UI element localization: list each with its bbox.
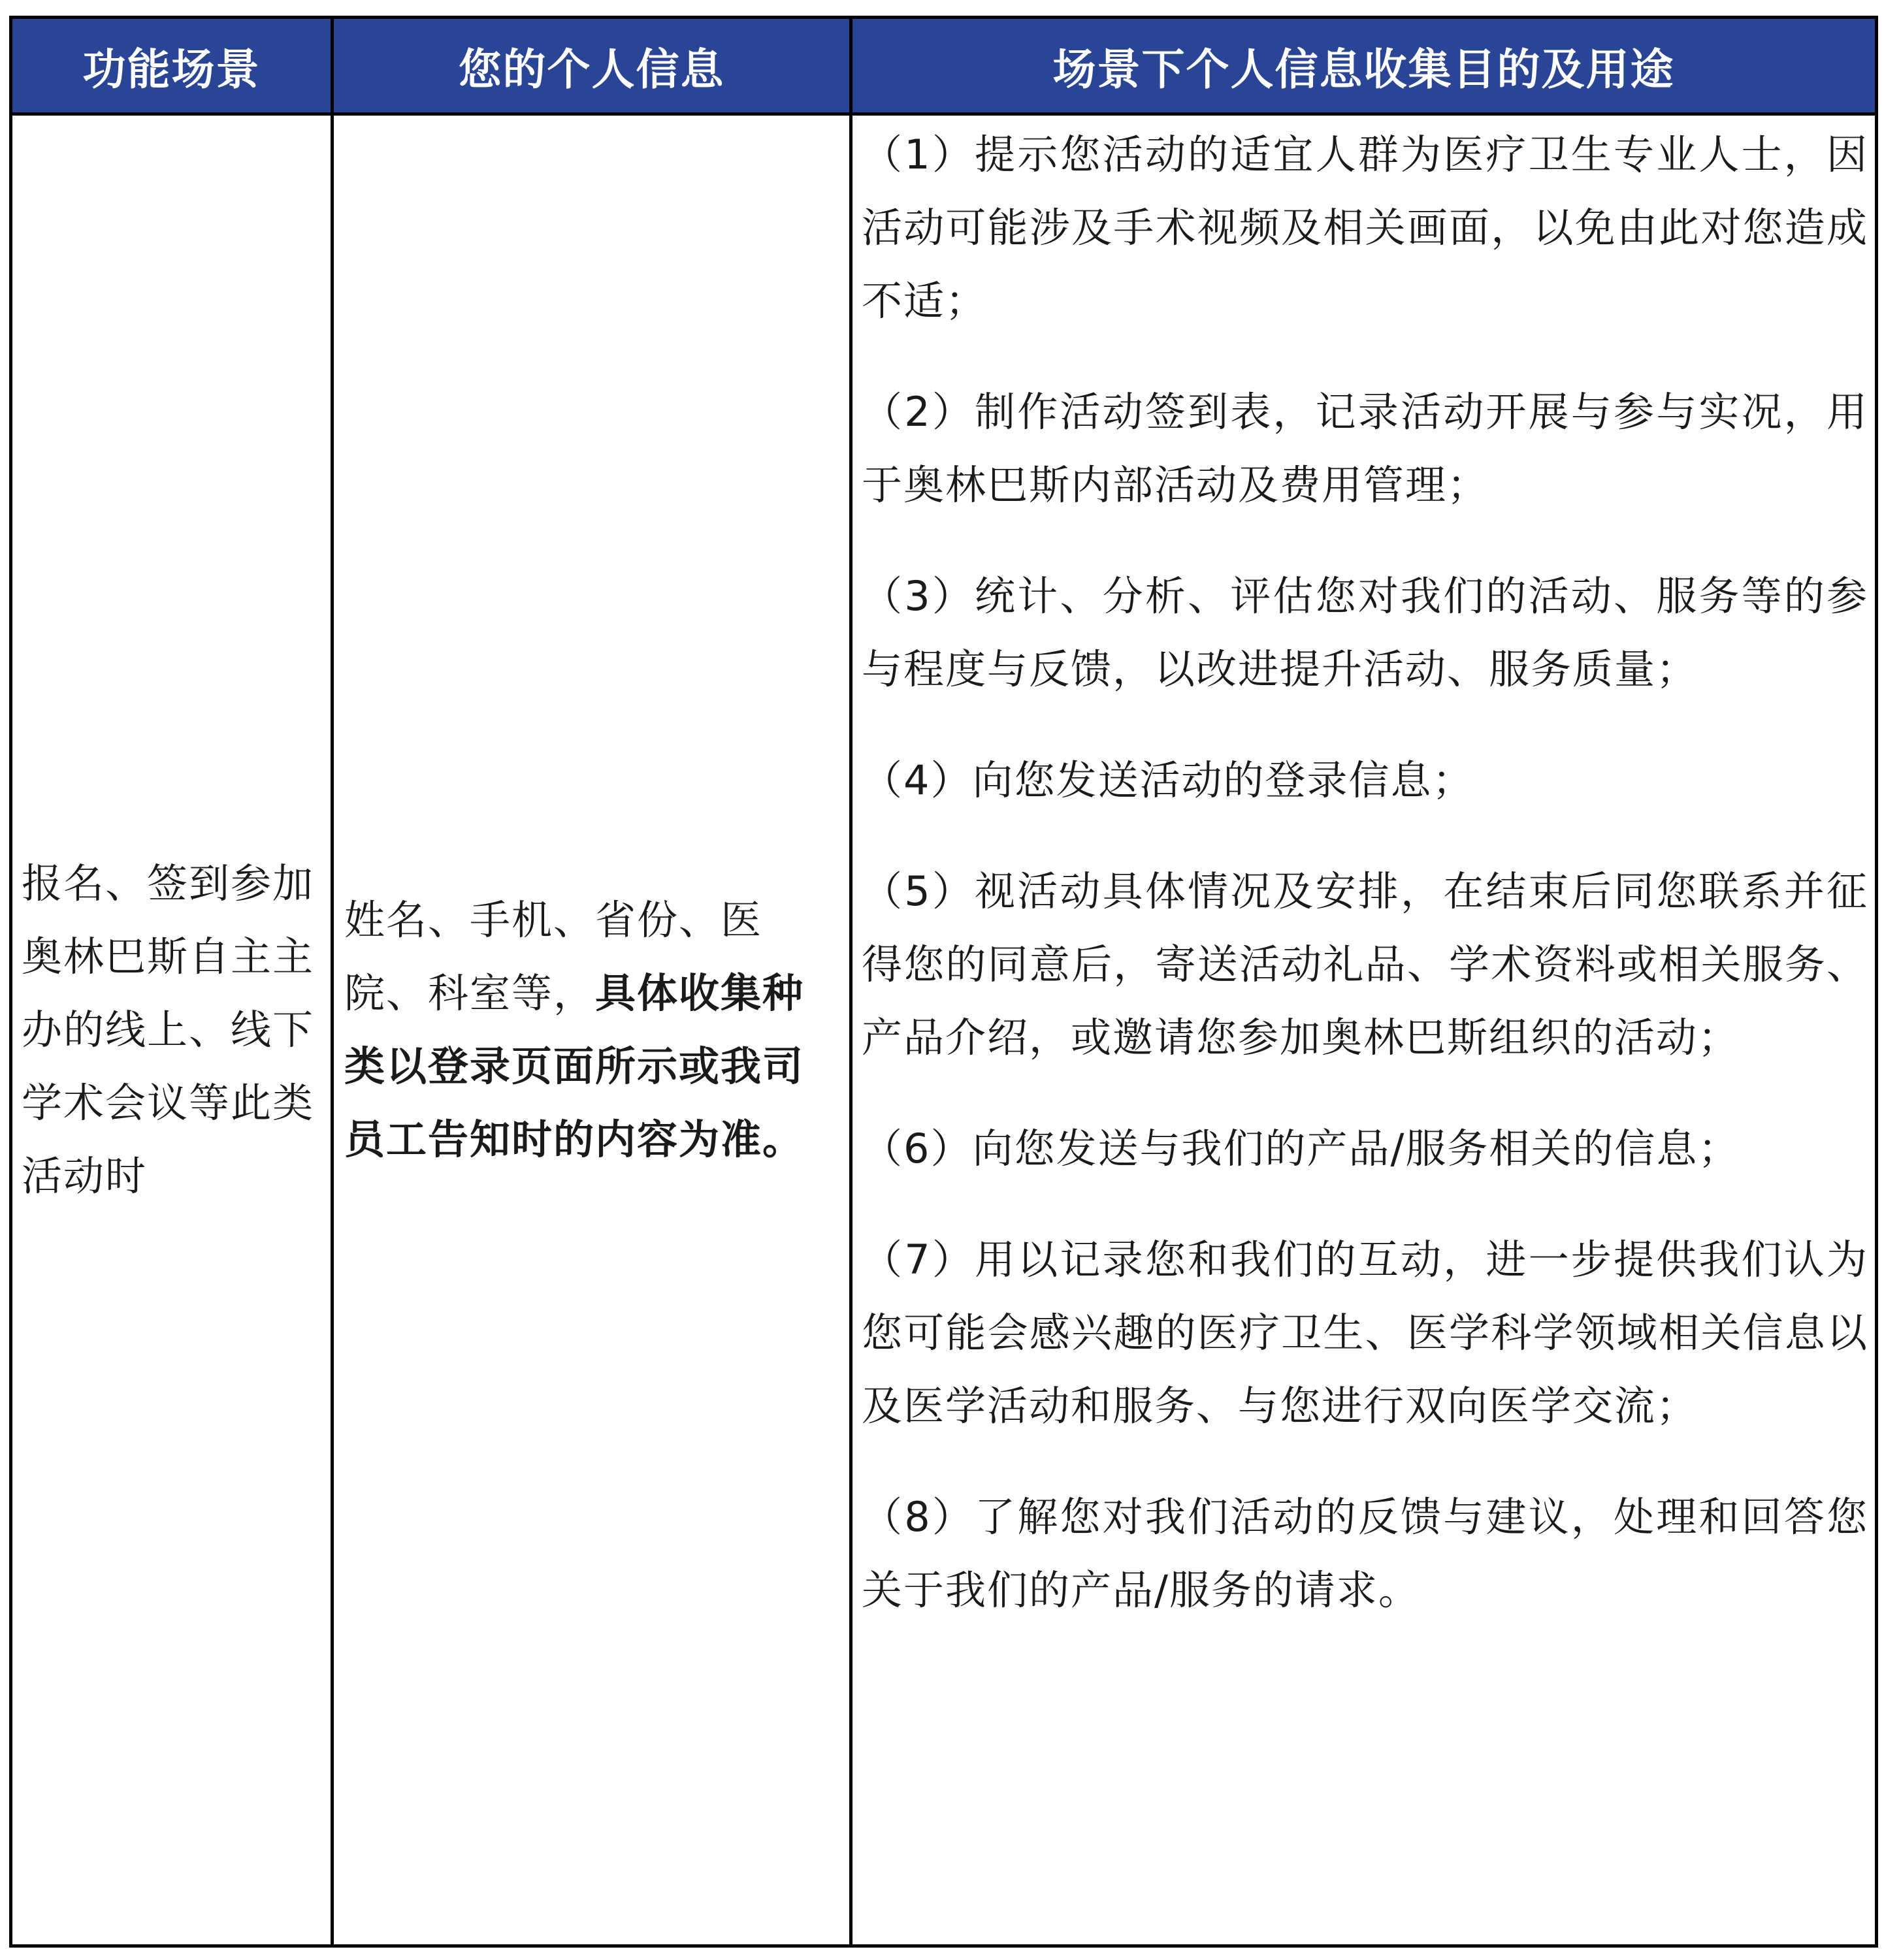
purpose-item-6: （6）向您发送与我们的产品/服务相关的信息； xyxy=(862,1125,1740,1172)
purpose-item-5: （5）视活动具体情况及安排，在结束后同您联系并征得您的同意后，寄送活动礼品、学术资料或相关服务、产品介绍，或邀请您参加奥林巴斯组织的活动； xyxy=(862,867,1868,1061)
header-function-scene: 功能场景 xyxy=(11,18,333,114)
purpose-item-7: （7）用以记录您和我们的互动，进一步提供我们认为您可能会感兴趣的医疗卫生、医学科学领域相关信息以及医学活动和服务、与您进行双向医学交流； xyxy=(862,1236,1868,1430)
purpose-cell xyxy=(851,114,1877,1946)
info-bold-text: 具体收集种类以登录页面所示或我司员工告知时的内容为准。 xyxy=(344,969,805,1163)
info-normal-text: 姓名、手机、省份、医院、科室等， xyxy=(344,896,763,1017)
header-personal-info: 您的个人信息 xyxy=(333,18,851,114)
table-header-row xyxy=(11,18,1877,114)
header-collection-purpose: 场景下个人信息收集目的及用途 xyxy=(851,18,1877,114)
purpose-item-1: （1）提示您活动的适宜人群为医疗卫生专业人士，因活动可能涉及手术视频及相关画面，以免由此对您造成不适； xyxy=(862,131,1868,325)
personal-info-table xyxy=(9,16,1878,1948)
scene-cell: 报名、签到参加奥林巴斯自主主办的线上、线下学术会议等此类活动时 xyxy=(11,114,333,1946)
purpose-item-3: （3）统计、分析、评估您对我们的活动、服务等的参与程度与反馈，以改进提升活动、服务质量； xyxy=(862,572,1868,693)
table-row xyxy=(11,114,1877,1946)
purpose-item-2: （2）制作活动签到表，记录活动开展与参与实况，用于奥林巴斯内部活动及费用管理； xyxy=(862,388,1868,509)
info-cell xyxy=(333,114,851,1946)
purpose-item-8: （8）了解您对我们活动的反馈与建议，处理和回答您关于我们的产品/服务的请求。 xyxy=(862,1493,1868,1614)
purpose-item-4: （4）向您发送活动的登录信息； xyxy=(862,756,1474,804)
purpose-list xyxy=(862,118,1868,1627)
